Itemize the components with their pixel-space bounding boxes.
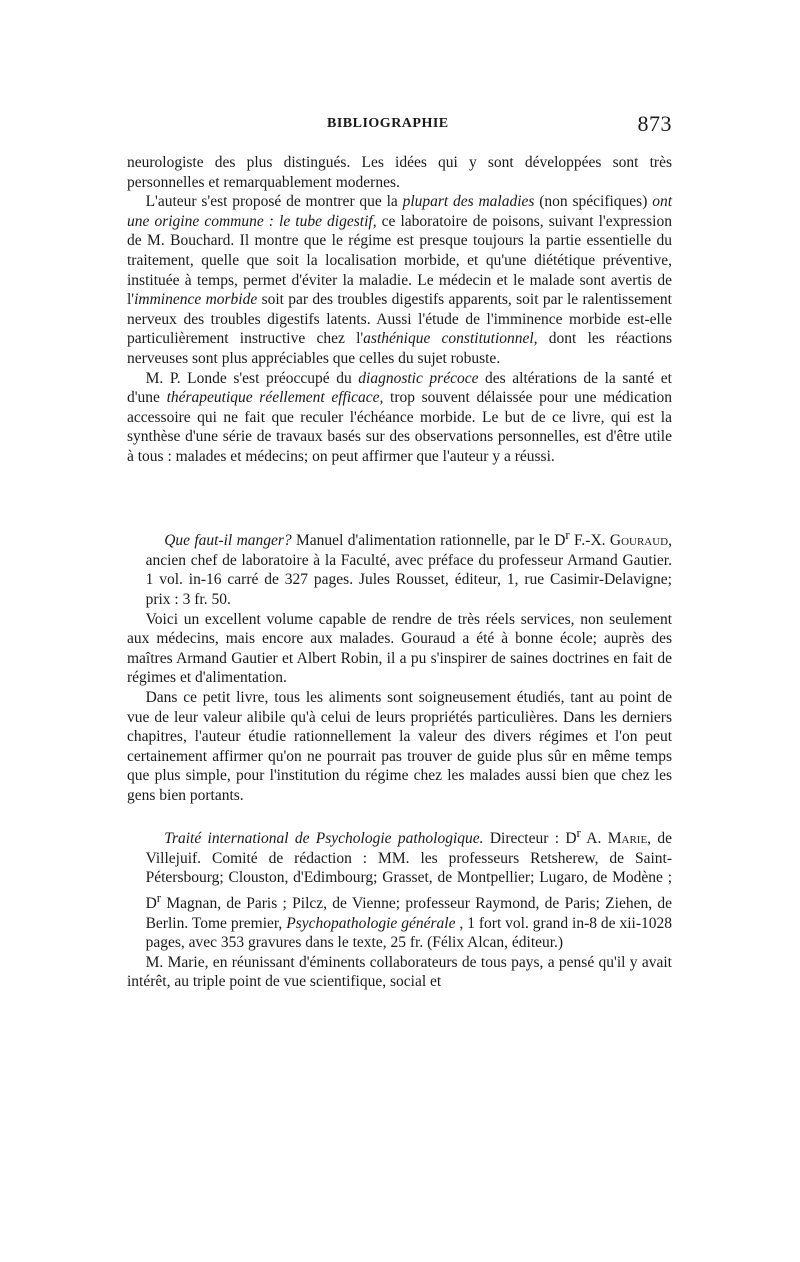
header-title: BIBLIOGRAPHIE [327, 116, 449, 131]
text-run: Magnan, de Paris ; Pilcz, de Vienne; professeur Raymond, de Paris; Ziehen, de Berlin. Tome premier, [145, 895, 672, 932]
text-run: (non spécifiques) [534, 193, 653, 211]
book-title: Traité international de Psychologie pathologique. [164, 830, 484, 848]
paragraph: Voici un excellent volume capable de rendre de très réels services, non seulement aux médecins, mais encore aux malades. Gouraud a été à bonne école; auprès des maîtres Armand Gautier et Albert Robin, il a pu s'inspirer de saines doctrines en fait de régimes et d'alimentation. [127, 610, 672, 687]
text-run: Manuel d'alimentation rationnelle, par le D [291, 532, 566, 550]
italic-run: asthénique constitutionnel, [363, 330, 538, 348]
paragraph [127, 192, 672, 368]
paragraph [127, 369, 672, 467]
text-run: ce laboratoire de poisons, suivant l'expression de M. Bouchard. Il montre que le régime est presque toujours la partie essentielle du traitement, quelle que soit la localisation morbide, et qu'une diététique préventive, instituée à temps, permet d'éviter la maladie. Le médecin et le malade sont avertis de l' [127, 212, 672, 309]
paragraph: neurologiste des plus distingués. Les idées qui y sont développées sont très personnelles et remarquablement modernes. [127, 154, 672, 191]
italic-run: ont une origine commune : le tube digestif, [127, 193, 672, 230]
italic-run: plupart des maladies [402, 193, 535, 211]
bibliographic-entry [127, 823, 672, 953]
review-marie [127, 823, 672, 992]
bibliographic-entry [127, 525, 672, 610]
superscript: r [565, 527, 570, 542]
text-run: M. P. Londe s'est préoccupé du [145, 369, 359, 387]
text-run: , ancien chef de laboratoire à la Faculté, avec préface du professeur Armand Gautier. 1 vol. in-16 carré de 327 pages. Jules Rousset, éditeur, 1, rue Casimir-Delavigne; prix : 3 fr. 50. [145, 532, 672, 608]
author-name: Marie [607, 830, 648, 848]
text-run: des altérations de la santé et d'une [127, 369, 672, 407]
italic-run: imminence morbide [134, 291, 258, 309]
author-name: Gouraud [609, 532, 669, 550]
superscript: r [156, 889, 162, 905]
paragraph: Dans ce petit livre, tous les aliments sont soigneusement étudiés, tant au point de vue de leur valeur alibile qu'à celui de leurs propriétés particulières. Dans les derniers chapitres, l'auteur étudie rationnellement la valeur des divers régimes et l'on peut certainement affirmer qu'on ne pourrait pas trouver de guide plus sûr en même temps que plus simple, pour l'institution du régime chez les malades aussi bien que chez les gens bien portants. [127, 688, 672, 804]
italic-run: Psychopathologie générale [286, 914, 456, 932]
superscript: r [576, 825, 581, 840]
review-gouraud [127, 525, 672, 805]
running-header [127, 111, 672, 138]
text-run: L'auteur s'est proposé de montrer que la [145, 193, 403, 211]
text-run: trop souvent délaissée pour une médication accessoire qui ne fait que reculer l'échéance morbide. Le but de ce livre, qui est la synthèse d'une série de travaux basés sur des observations personnelles, est d'être utile à tous : malades et médecins; on peut affirmer que l'auteur y a réussi. [127, 389, 672, 465]
text-run: , de Villejuif. Comité de rédaction : MM. les professeurs Retsherew, de Saint-Pétersbourg; Clouston, d'Edimbourg; Grasset, de Montpellier; Lugaro, de Modène ; D [145, 830, 673, 913]
text-run: F.-X. [569, 532, 610, 550]
book-title: Que faut-il manger? [164, 532, 292, 550]
italic-run: thérapeutique réellement efficace, [166, 389, 384, 407]
text-run: , 1 fort vol. grand in-8 de xii-1028 pages, avec 353 gravures dans le texte, 25 fr. (Félix Alcan, éditeur.) [145, 914, 672, 952]
italic-run: diagnostic précoce [358, 369, 479, 387]
review-londe [127, 153, 672, 467]
paragraph: M. Marie, en réunissant d'éminents collaborateurs de tous pays, a pensé qu'il y avait intérêt, au triple point de vue scientifique, social et [127, 953, 672, 991]
text-run: A. [580, 830, 608, 848]
text-run: dont les réactions nerveuses sont plus appréciables que celles du sujet robuste. [127, 330, 672, 367]
text-run: soit par des troubles digestifs apparents, soit par le ralentissement nerveux des troubles digestifs latents. Aussi l'étude de l'imminence morbide est-elle particulièrement instructive chez l' [127, 291, 672, 348]
text-run: Directeur : D [483, 830, 577, 848]
page-number: 873 [637, 111, 672, 136]
